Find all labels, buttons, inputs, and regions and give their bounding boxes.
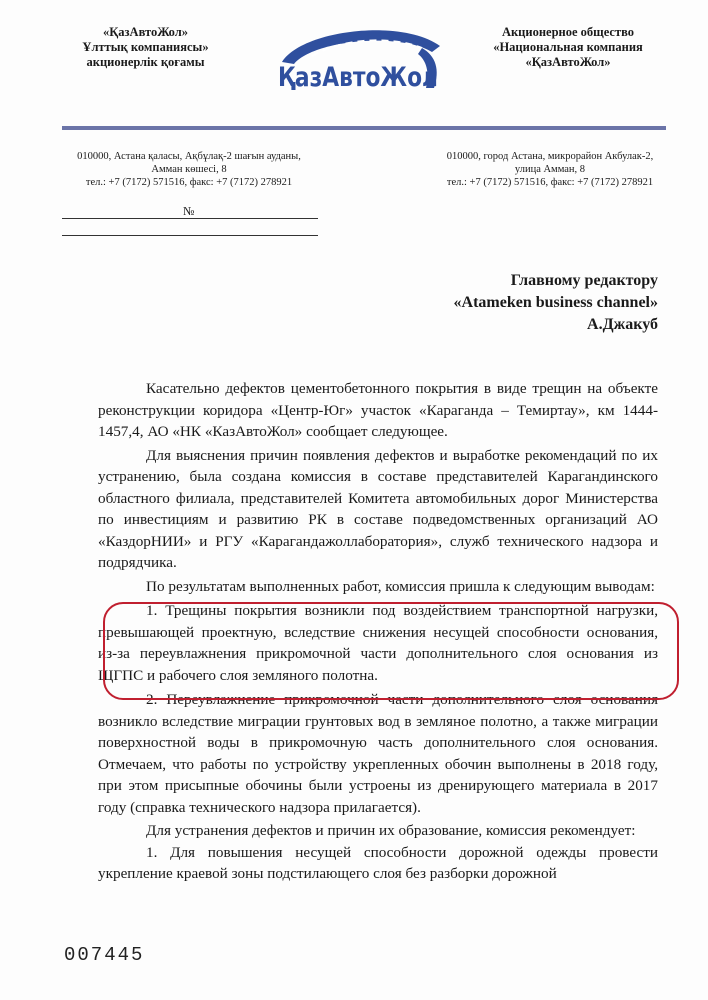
paragraph-conclusion-2: 2. Переувлажнение прикромочной части дополнительного слоя основания возникло вследствие миграции грунтовых вод в земляное полотно, а также миграции поверхностной воды в прикромочную часть дополнительного слоя основания. Отмечаем, что работы по устройству укрепленных обочин выполнены в 2018 году, при этом присыпные обочины были устроены из дренирующего материала в 2017 году (справка технического надзора прилагается). [98, 691, 658, 816]
addressee-line: Главному редактору [510, 272, 658, 289]
red-highlight-outline [103, 602, 679, 700]
document-number: 007445 [64, 944, 145, 966]
org-line: Ұлттық компаниясы» [82, 40, 209, 54]
address-kazakh [58, 150, 320, 189]
header-divider [62, 126, 666, 130]
address-line: тел.: +7 (7172) 571516, факс: +7 (7172) 278921 [446, 177, 654, 188]
org-line: акционерлік қоғамы [86, 55, 205, 69]
address-line: улица Амман, 8 [514, 164, 586, 175]
addressee-line: А.Джакуб [587, 316, 658, 333]
registration-line [62, 235, 318, 236]
address-line: тел.: +7 (7172) 571516, факс: +7 (7172) 278921 [85, 177, 293, 188]
paragraph-conclusion-1: 1. Трещины покрытия возникли под воздействием транспортной нагрузки, превышающей проектную, вследствие снижения несущей способности основания, из-за переувлажнения прикромочной части дополнительного слоя основания из ЩГПС и рабочего слоя земляного полотна. [98, 602, 658, 684]
registration-number-sign: № [183, 204, 195, 218]
paragraph: Касательно дефектов цементобетонного покрытия в виде трещин на объекте реконструкции коридора «Центр-Юг» участок «Караганда – Темиртау», км 1444-1457,4, АО «НК «КазАвтоЖол» сообщает следующее. [98, 380, 658, 440]
kazavtozhol-logo [272, 22, 448, 98]
svg-text:ҚазАвтоЖол: ҚазАвтоЖол [278, 62, 438, 93]
org-name-kazakh [58, 25, 233, 70]
paragraph: Для выяснения причин появления дефектов и выработке рекомендаций по их устранению, была создана комиссия в составе представителей Карагандинского областного филиала, представителей Комитета автомобильных дорог Министерства по инвестициям и развитию РК в составе подведомственных организаций АО «КаздорНИИ» и РГУ «Карагандажоллаборатория», служб технического надзора и подрядчика. [98, 446, 658, 571]
paragraph-recommendation-1: 1. Для повышения несущей способности дорожной одежды провести укрепление краевой зоны подстилающего слоя без разборки дорожной [98, 843, 658, 882]
org-line: «ҚазАвтоЖол» [102, 25, 189, 39]
address-russian [430, 150, 670, 189]
addressee-line: «Atameken business channel» [453, 294, 658, 311]
registration-line [62, 218, 318, 219]
address-line: 010000, город Астана, микрорайон Акбулак-2, [446, 151, 654, 162]
org-line: Акционерное общество [501, 25, 635, 39]
paragraph: Для устранения дефектов и причин их образование, комиссия рекомендует: [146, 822, 636, 839]
addressee-block [380, 270, 658, 336]
org-name-russian [488, 25, 648, 70]
paragraph: По результатам выполненных работ, комиссия пришла к следующим выводам: [146, 577, 655, 595]
org-line: «ҚазАвтоЖол» [525, 55, 611, 69]
org-line: «Национальная компания [493, 40, 643, 54]
address-line: Амман көшесі, 8 [151, 164, 227, 175]
address-line: 010000, Астана қаласы, Ақбұлақ-2 шағын ауданы, [77, 151, 301, 162]
